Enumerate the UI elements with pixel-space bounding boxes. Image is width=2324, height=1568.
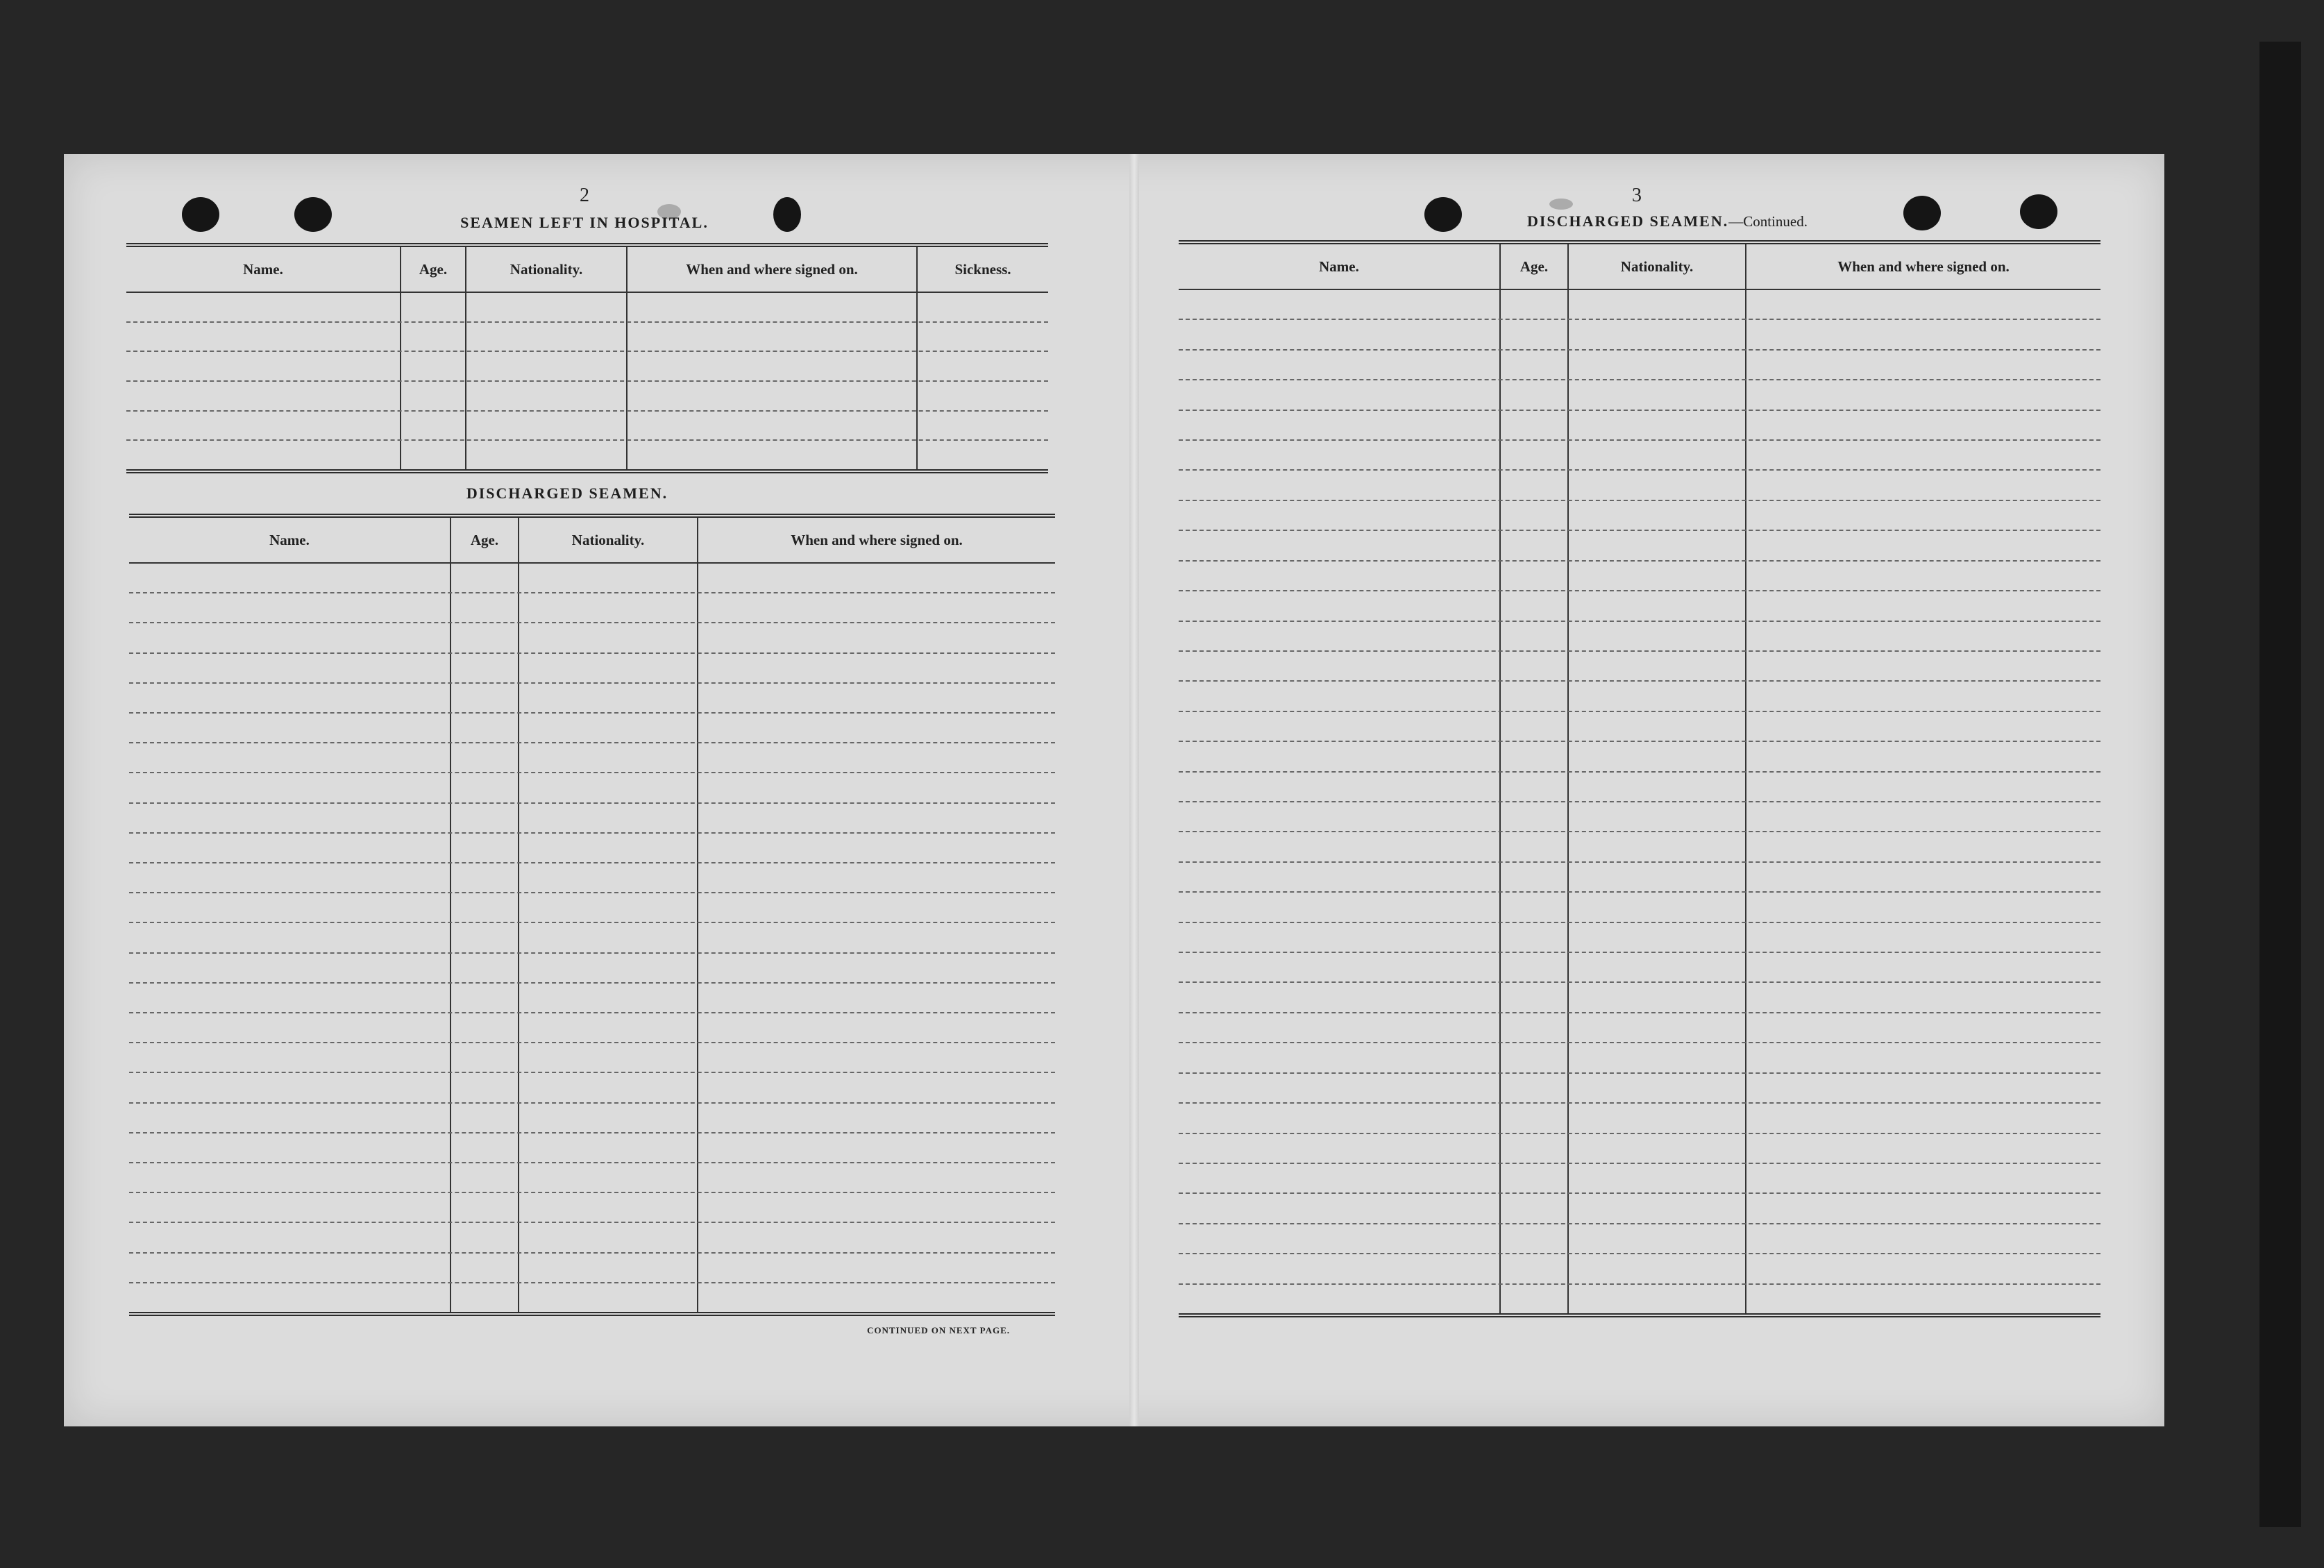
ruled-entry-line <box>1179 1012 2100 1013</box>
discharged-section-title: DISCHARGED SEAMEN. <box>466 484 668 502</box>
discharged-continued-rows <box>1179 289 2100 1313</box>
punch-hole <box>2020 194 2057 229</box>
column-header-signed-on: When and where signed on. <box>686 260 858 278</box>
column-header-name: Name. <box>269 531 310 548</box>
ruled-entry-line <box>1179 831 2100 832</box>
column-header-name: Name. <box>243 260 283 278</box>
ruled-entry-line <box>1179 711 2100 712</box>
column-header-age: Age. <box>470 531 499 548</box>
ruled-entry-line <box>1179 349 2100 351</box>
ruled-entry-line <box>129 832 1055 834</box>
discharged-entry-rows <box>129 562 1055 1312</box>
page-fold <box>1129 154 1139 1426</box>
hospital-section-title: SEAMEN LEFT IN HOSPITAL. <box>460 214 709 231</box>
ruled-entry-line <box>126 380 1048 382</box>
discharged-continued-title-main: DISCHARGED SEAMEN. <box>1526 212 1729 230</box>
discharged-continued-table <box>1179 240 2100 1317</box>
ruled-entry-line <box>1179 741 2100 742</box>
ruled-entry-line <box>1179 861 2100 863</box>
ruled-entry-line <box>1179 439 2100 441</box>
ruled-entry-line <box>1179 621 2100 622</box>
discharged-continued-suffix: —Continued. <box>1728 213 1808 230</box>
page-number-left: 2 <box>580 185 589 206</box>
ruled-entry-line <box>126 351 1048 352</box>
ruled-entry-line <box>1179 1283 2100 1285</box>
continued-note: CONTINUED ON NEXT PAGE. <box>867 1325 1010 1335</box>
punch-hole <box>1424 197 1462 232</box>
ruled-entry-line <box>129 742 1055 743</box>
ink-smudge <box>1549 199 1573 210</box>
ruled-entry-line <box>129 1132 1055 1133</box>
column-header-nationality: Nationality. <box>1620 258 1694 275</box>
ruled-entry-line <box>129 1012 1055 1013</box>
column-header-nationality: Nationality. <box>510 260 583 278</box>
discharged-table-header <box>129 518 1055 564</box>
ruled-entry-line <box>126 439 1048 441</box>
ruled-entry-line <box>1179 771 2100 773</box>
ruled-entry-line <box>1179 801 2100 802</box>
ruled-entry-line <box>1179 410 2100 411</box>
scan-border <box>2259 42 2301 1527</box>
ruled-entry-line <box>1179 379 2100 380</box>
ruled-entry-line <box>129 892 1055 893</box>
column-header-sickness: Sickness. <box>954 260 1011 278</box>
ruled-entry-line <box>1179 1253 2100 1254</box>
column-header-name: Name. <box>1319 258 1359 275</box>
ruled-entry-line <box>1179 891 2100 893</box>
column-header-signed-on: When and where signed on. <box>791 531 963 548</box>
ruled-entry-line <box>126 410 1048 412</box>
column-header-signed-on: When and where signed on. <box>1837 258 2010 275</box>
ruled-entry-line <box>1179 680 2100 682</box>
ruled-entry-line <box>129 622 1055 623</box>
punch-hole <box>182 197 219 232</box>
discharged-table <box>129 514 1055 1316</box>
ruled-entry-line <box>129 712 1055 714</box>
ruled-entry-line <box>129 652 1055 654</box>
ruled-entry-line <box>1179 1042 2100 1043</box>
ruled-entry-line <box>1179 500 2100 501</box>
ruled-entry-line <box>1179 560 2100 562</box>
ruled-entry-line <box>129 772 1055 773</box>
ruled-entry-line <box>129 922 1055 923</box>
ruled-entry-line <box>1179 952 2100 953</box>
ruled-entry-line <box>1179 590 2100 591</box>
ruled-entry-line <box>1179 319 2100 320</box>
ruled-entry-line <box>129 1192 1055 1193</box>
punch-hole <box>773 197 801 232</box>
ruled-entry-line <box>129 1042 1055 1043</box>
register-spread <box>64 154 2164 1426</box>
ruled-entry-line <box>126 321 1048 323</box>
ruled-entry-line <box>1179 1072 2100 1074</box>
ruled-entry-line <box>1179 1102 2100 1104</box>
hospital-table-header <box>126 247 1048 293</box>
ruled-entry-line <box>129 682 1055 684</box>
punch-hole <box>1903 196 1941 230</box>
discharged-continued-title <box>1473 212 1862 230</box>
hospital-table <box>126 243 1048 473</box>
punch-hole <box>294 197 332 232</box>
ruled-entry-line <box>1179 530 2100 531</box>
ruled-entry-line <box>129 982 1055 984</box>
ruled-entry-line <box>129 952 1055 954</box>
column-header-nationality: Nationality. <box>571 531 645 548</box>
ruled-entry-line <box>1179 650 2100 652</box>
ruled-entry-line <box>1179 1192 2100 1194</box>
ruled-entry-line <box>129 802 1055 804</box>
ruled-entry-line <box>1179 1223 2100 1224</box>
ruled-entry-line <box>129 1072 1055 1073</box>
ruled-entry-line <box>1179 469 2100 471</box>
ruled-entry-line <box>129 1282 1055 1283</box>
ruled-entry-line <box>129 1102 1055 1104</box>
ruled-entry-line <box>1179 922 2100 923</box>
ruled-entry-line <box>1179 1163 2100 1164</box>
page-number-right: 3 <box>1632 185 1642 206</box>
ruled-entry-line <box>129 592 1055 593</box>
ruled-entry-line <box>129 1252 1055 1254</box>
ruled-entry-line <box>1179 981 2100 983</box>
column-header-age: Age. <box>1519 258 1549 275</box>
hospital-entry-rows <box>126 292 1048 469</box>
ruled-entry-line <box>129 1162 1055 1163</box>
column-header-age: Age. <box>419 260 448 278</box>
ruled-entry-line <box>129 862 1055 863</box>
discharged-continued-header <box>1179 244 2100 290</box>
ruled-entry-line <box>1179 1133 2100 1134</box>
ruled-entry-line <box>129 1222 1055 1223</box>
